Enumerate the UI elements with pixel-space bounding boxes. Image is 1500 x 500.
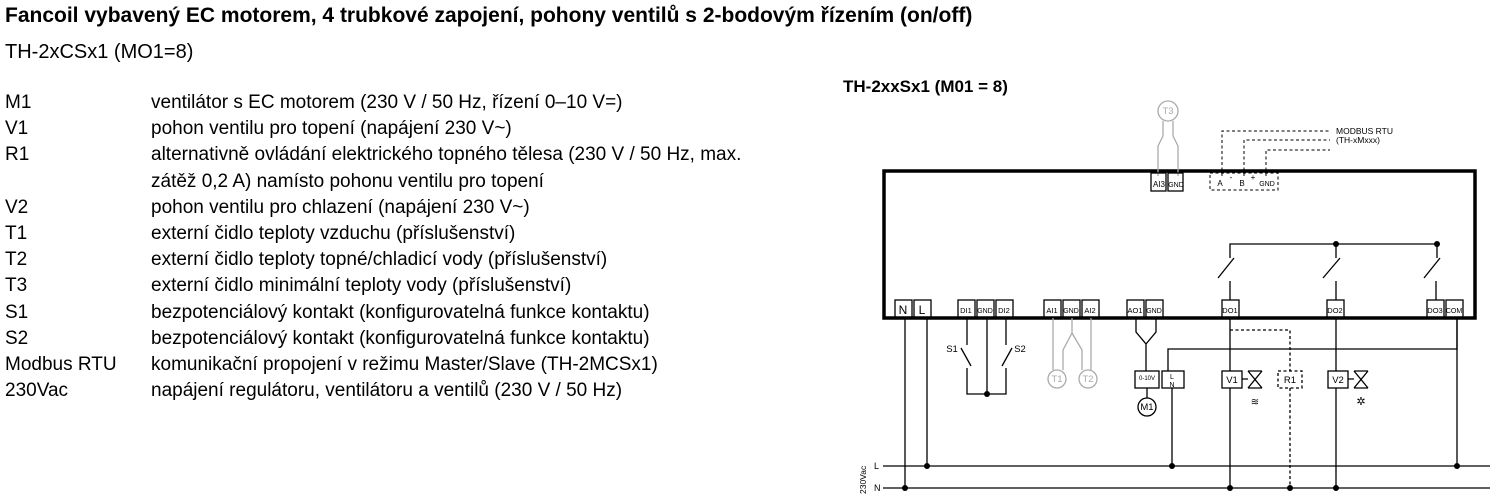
ai3-label: AI3	[1152, 180, 1166, 189]
n-terminal-label: N	[898, 303, 908, 317]
legend-item	[5, 90, 791, 116]
fan-signal-label: 0-10V	[1138, 376, 1156, 382]
legend-item	[5, 273, 791, 299]
legend-list	[5, 90, 791, 404]
legend-item	[5, 300, 791, 326]
supply-n-label: N	[874, 483, 881, 493]
gnd1-label: GND	[977, 308, 993, 315]
legend-key: S2	[5, 327, 29, 349]
t2-label: T2	[1082, 374, 1094, 385]
legend-desc: externí čidlo teploty vzduchu (příslušenství)	[151, 223, 516, 245]
v2-label: V2	[1332, 375, 1344, 386]
legend-desc: ventilátor s EC motorem (230 V / 50 Hz, řízení 0–10 V=)	[151, 92, 623, 113]
do1-label: DO1	[1222, 306, 1238, 315]
legend-item	[5, 326, 791, 352]
do2-label: DO2	[1327, 306, 1343, 315]
di2-label: DI2	[998, 306, 1010, 315]
legend-desc: komunikační propojení v režimu Master/Slave (TH-2MCSx1)	[151, 354, 658, 376]
s1-label: S1	[946, 344, 958, 355]
ai2-label: AI2	[1084, 306, 1096, 315]
modbus-b-label: B	[1239, 179, 1245, 188]
legend-item	[5, 247, 791, 273]
gnd2-label: GND	[1063, 308, 1079, 315]
r1-label: R1	[1283, 375, 1297, 386]
legend-item	[5, 116, 791, 142]
legend-item	[5, 142, 791, 194]
legend-desc: externí čidlo minimální teploty vody (příslušenství)	[151, 275, 572, 297]
modbus-a-sign: -	[1229, 173, 1233, 182]
legend-key: R1	[5, 144, 30, 166]
junction-dots	[902, 241, 1460, 491]
legend-key: Modbus RTU	[5, 354, 117, 376]
legend-key: V1	[5, 118, 29, 140]
legend-item	[5, 221, 791, 247]
legend-key: S1	[5, 301, 29, 323]
ao1-label: AO1	[1127, 306, 1143, 315]
supply-label: 230Vac	[858, 465, 868, 494]
diagram-title: TH-2xxSx1 (M01 = 8)	[843, 77, 1008, 96]
legend-desc: bezpotenciálový kontakt (konfigurovatelná funkce kontaktu)	[151, 327, 650, 349]
legend-desc: externí čidlo teploty topné/chladicí vody (příslušenství)	[151, 249, 608, 271]
fan-l-label: L	[1170, 374, 1174, 381]
legend-item	[5, 352, 791, 378]
modbus-gnd-label: GND	[1259, 181, 1275, 188]
t1-label: T1	[1051, 374, 1063, 385]
heater-r1	[1230, 330, 1302, 488]
page-title: Fancoil vybavený EC motorem, 4 trubkové zapojení, pohony ventilů s 2-bodovým řízením (on/off)	[5, 4, 973, 27]
legend-key: V2	[5, 196, 29, 218]
heat-symbol: ≋	[1250, 397, 1260, 408]
legend-key: T3	[5, 275, 28, 297]
fan-m1	[1135, 318, 1457, 466]
wiring-diagram	[820, 95, 1500, 500]
s2-label: S2	[1014, 344, 1026, 355]
legend-key: T1	[5, 223, 28, 245]
legend-desc: alternativně ovládání elektrického topného tělesa (230 V / 50 Hz, max. zátěž 0,2 A) namísto pohonu ventilu pro topení	[151, 144, 742, 192]
fan-n-label: N	[1169, 382, 1175, 389]
do3-label: DO3	[1427, 306, 1443, 315]
legend-desc: bezpotenciálový kontakt (konfigurovatelná funkce kontaktu)	[151, 301, 650, 323]
gnd-top-label: GND	[1168, 182, 1184, 189]
cool-symbol: ✲	[1356, 396, 1366, 408]
m1-label: M1	[1140, 402, 1154, 413]
supply-l-label: L	[874, 461, 880, 471]
com-label: COM	[1445, 308, 1463, 315]
legend-key: T2	[5, 249, 28, 271]
modbus-label-2: (TH-xMxxx)	[1336, 135, 1380, 145]
t3-label: T3	[1162, 106, 1174, 117]
legend-item	[5, 378, 791, 404]
v1-label: V1	[1226, 375, 1238, 386]
ai1-label: AI1	[1046, 306, 1058, 315]
legend-desc: napájení regulátoru, ventilátoru a ventilů (230 V / 50 Hz)	[151, 380, 623, 402]
di1-label: DI1	[960, 306, 972, 315]
s1-s2-contacts	[961, 318, 1012, 394]
legend-desc: pohon ventilu pro chlazení (napájení 230 V~)	[151, 196, 530, 218]
relay-contacts	[1218, 244, 1440, 300]
modbus-b-sign: +	[1250, 173, 1256, 182]
legend-key: M1	[5, 92, 32, 113]
gnd3-label: GND	[1146, 308, 1162, 315]
legend-item	[5, 195, 791, 221]
legend-desc: pohon ventilu pro topení (napájení 230 V~)	[151, 118, 512, 140]
legend-key: 230Vac	[5, 380, 69, 402]
modbus-label-1: MODBUS RTU	[1336, 126, 1393, 136]
page-subtitle: TH-2xCSx1 (MO1=8)	[5, 41, 194, 63]
modbus-a-label: A	[1217, 179, 1223, 188]
l-terminal-label: L	[918, 303, 926, 317]
